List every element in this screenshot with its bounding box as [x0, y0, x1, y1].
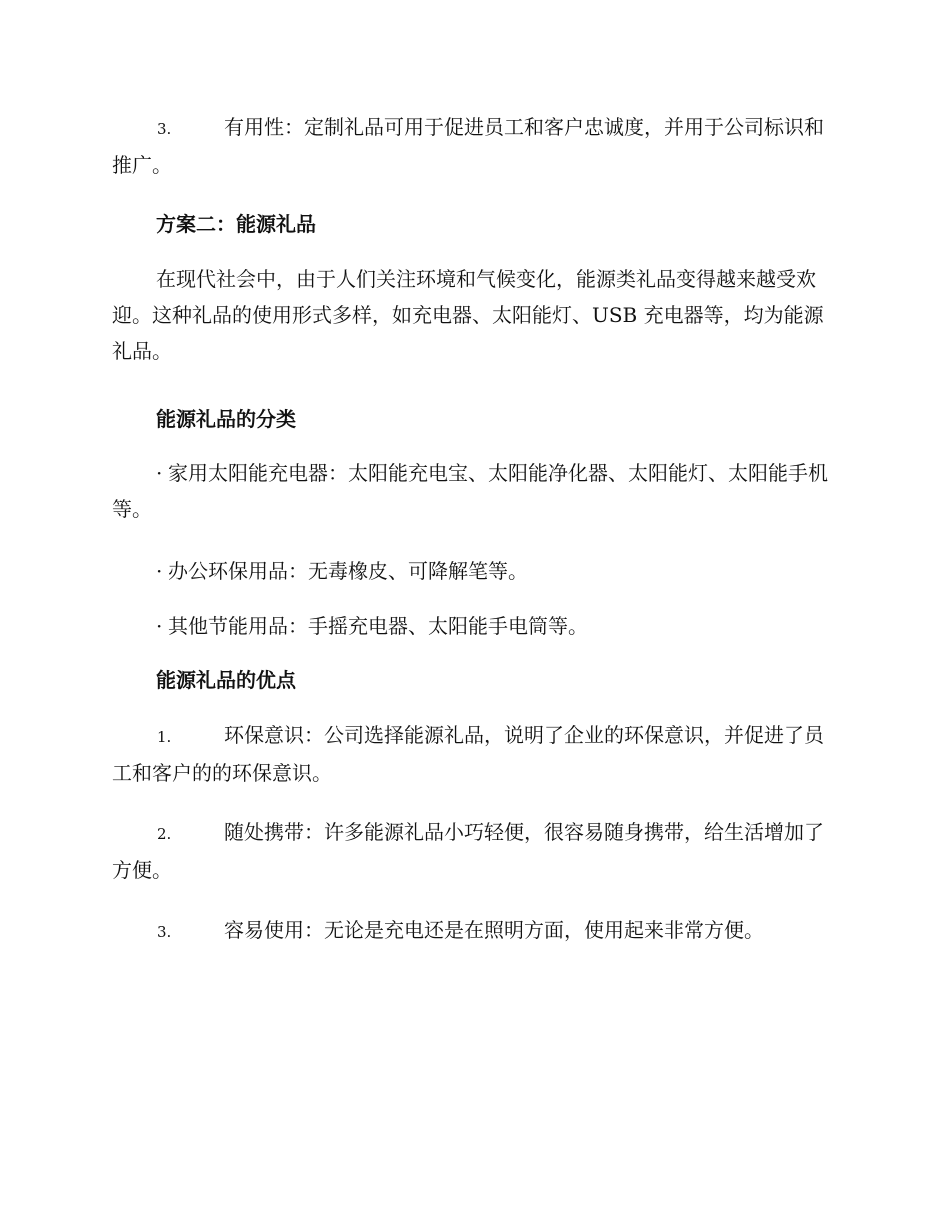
list-item-text: 随处携带：许多能源礼品小巧轻便，很容易随身携带，给生活增加了方便。: [112, 820, 824, 882]
bullet-item-text: 家用太阳能充电器：太阳能充电宝、太阳能净化器、太阳能灯、太阳能手机等。: [112, 461, 828, 521]
list-number: 2.: [157, 825, 172, 843]
section-intro-paragraph: 在现代社会中，由于人们关注环境和气候变化，能源类礼品变得越来越受欢迎。这种礼品的使用形式多样，如充电器、太阳能灯、USB 充电器等，均为能源礼品。: [112, 267, 824, 363]
list-item-text: 环保意识：公司选择能源礼品，说明了企业的环保意识，并促进了员工和客户的的环保意识。: [112, 723, 824, 785]
list-item-eco-awareness: [112, 717, 834, 791]
bullet-item-text: 其他节能用品：手摇充电器、太阳能手电筒等。: [168, 614, 588, 638]
bullet-mark: ·: [156, 559, 163, 583]
bullet-item-office: [112, 553, 834, 589]
list-number: 1.: [157, 728, 172, 746]
bullet-mark: ·: [156, 614, 163, 638]
bullet-item-household: [112, 455, 834, 527]
bullet-item-text: 办公环保用品：无毒橡皮、可降解笔等。: [168, 559, 528, 583]
section-heading-plan-two: 方案二：能源礼品: [156, 212, 316, 236]
list-item-portable: [112, 814, 834, 888]
subheading-advantages: 能源礼品的优点: [156, 668, 296, 692]
list-item-text: 有用性：定制礼品可用于促进员工和客户忠诚度，并用于公司标识和推广。: [112, 115, 824, 177]
list-number: 3.: [157, 923, 172, 941]
bullet-mark: ·: [156, 461, 163, 485]
list-number: 3.: [157, 120, 172, 138]
subheading-categories: 能源礼品的分类: [156, 407, 296, 431]
list-item-usefulness: [112, 109, 834, 183]
list-item-text: 容易使用：无论是充电还是在照明方面，使用起来非常方便。: [224, 918, 764, 942]
bullet-item-other: [112, 608, 834, 644]
list-item-easy-use: [112, 912, 834, 950]
